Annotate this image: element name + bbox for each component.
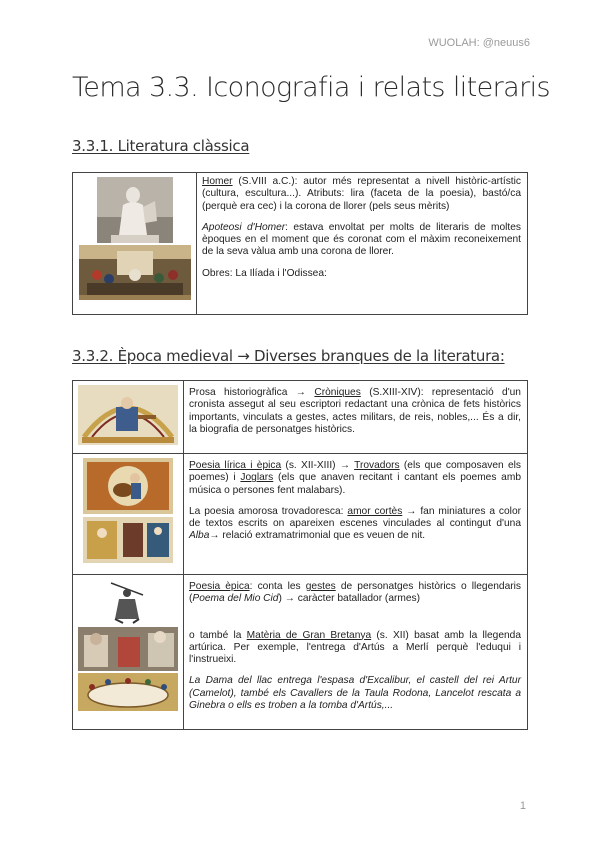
image-cell (73, 173, 197, 315)
troubadours-text-cell (184, 454, 528, 575)
arthurian-legend-paragraph: La Dama del llac entrega l'espasa d'Excalibur, el castell del rei Artur (Camelot), també els Cavallers de la Taula Rodona, Lancelot rescata a Ginebra o ells es troben a la tomba d'Artús,... (189, 675, 521, 712)
homer-link: Homer (202, 176, 233, 187)
chronicles-text-cell (184, 381, 528, 454)
courtly-love-paragraph: La poesia amorosa trovadoresca: amor cortès → fan miniatures a color de textos escrits on apareixen escenes vinculades al contingut d'una Alba→ relació extramatrimonial que es veuen de nit. (189, 505, 521, 542)
apotheosis-paragraph: Apoteosi d'Homer: estava envoltat per molts de literaris de moltes èpoques en el moment que és coronat com el màxim reconeixement de la seva vàlua amb una corona de llorer. (202, 221, 522, 258)
apotheosis-of-homer-image (79, 245, 191, 300)
page-title: Tema 3.3. Iconografia i relats literaris (72, 72, 550, 103)
watermark: WUOLAH: @neuus6 (428, 37, 530, 49)
chronicles-paragraph: Prosa historiogràfica → Cròniques (S.XIII-XIV): representació d'un cronista assegut al seu escriptori redactant una crònica de fets històrics importants, vinculats a gestes, actes militars, de reis, nobles,... És a dir, la biografia de personatges històrics. (189, 387, 521, 435)
chronicler-miniature-image (78, 385, 178, 445)
classical-table (72, 172, 528, 315)
homer-paragraph: Homer (S.VIII a.C.): autor més representat a nivell històric-artístic (cultura, escultura...). Atributs: lira (faceta de la poesia), bastó/ca (perquè era cec) i la corona de llorer (pels seus mèrits) (202, 176, 521, 212)
courtly-love-miniature-image (83, 517, 173, 563)
image-cell (73, 454, 184, 575)
knight-drawing-image (105, 579, 151, 625)
page-number: 1 (519, 800, 526, 812)
lyric-poetry-paragraph: Poesia lírica i èpica (s. XII-XIII) → Trovadors (els que composaven els poemes) i Joglars (els que anaven recitant i cantant els poemes amb música o persones fent malabars). (189, 460, 522, 496)
section-heading-medieval: 3.3.2. Època medieval → Diverses branques de la literatura: (72, 347, 505, 365)
epic-poetry-text-cell (184, 575, 528, 730)
image-cell (73, 575, 184, 730)
image-cell (73, 381, 184, 454)
homer-text-cell (197, 173, 528, 315)
medieval-table (72, 380, 528, 730)
works-paragraph: Obres: La Ilíada i l'Odissea: (202, 267, 327, 279)
section-heading-classical: 3.3.1. Literatura clàssica (72, 137, 250, 155)
homer-statue-image (97, 177, 173, 243)
chronicles-link: Cròniques (314, 387, 361, 398)
matter-of-britain-paragraph: o també la Matèria de Gran Bretanya (s. XII) basat amb la llegenda artúrica. Per exemple, l'entrega d'Artús a Merlí perquè l'eduqui i l'instrueixi. (189, 629, 522, 666)
epic-poetry-paragraph: Poesia èpica: conta les gestes de personatges històrics o llegendaris (Poema del Mio Cid) → caràcter batallador (armes) (189, 581, 521, 605)
troubadour-miniature-image (83, 458, 173, 514)
arthur-merlin-painting-image (78, 627, 178, 671)
round-table-miniature-image (78, 673, 178, 711)
